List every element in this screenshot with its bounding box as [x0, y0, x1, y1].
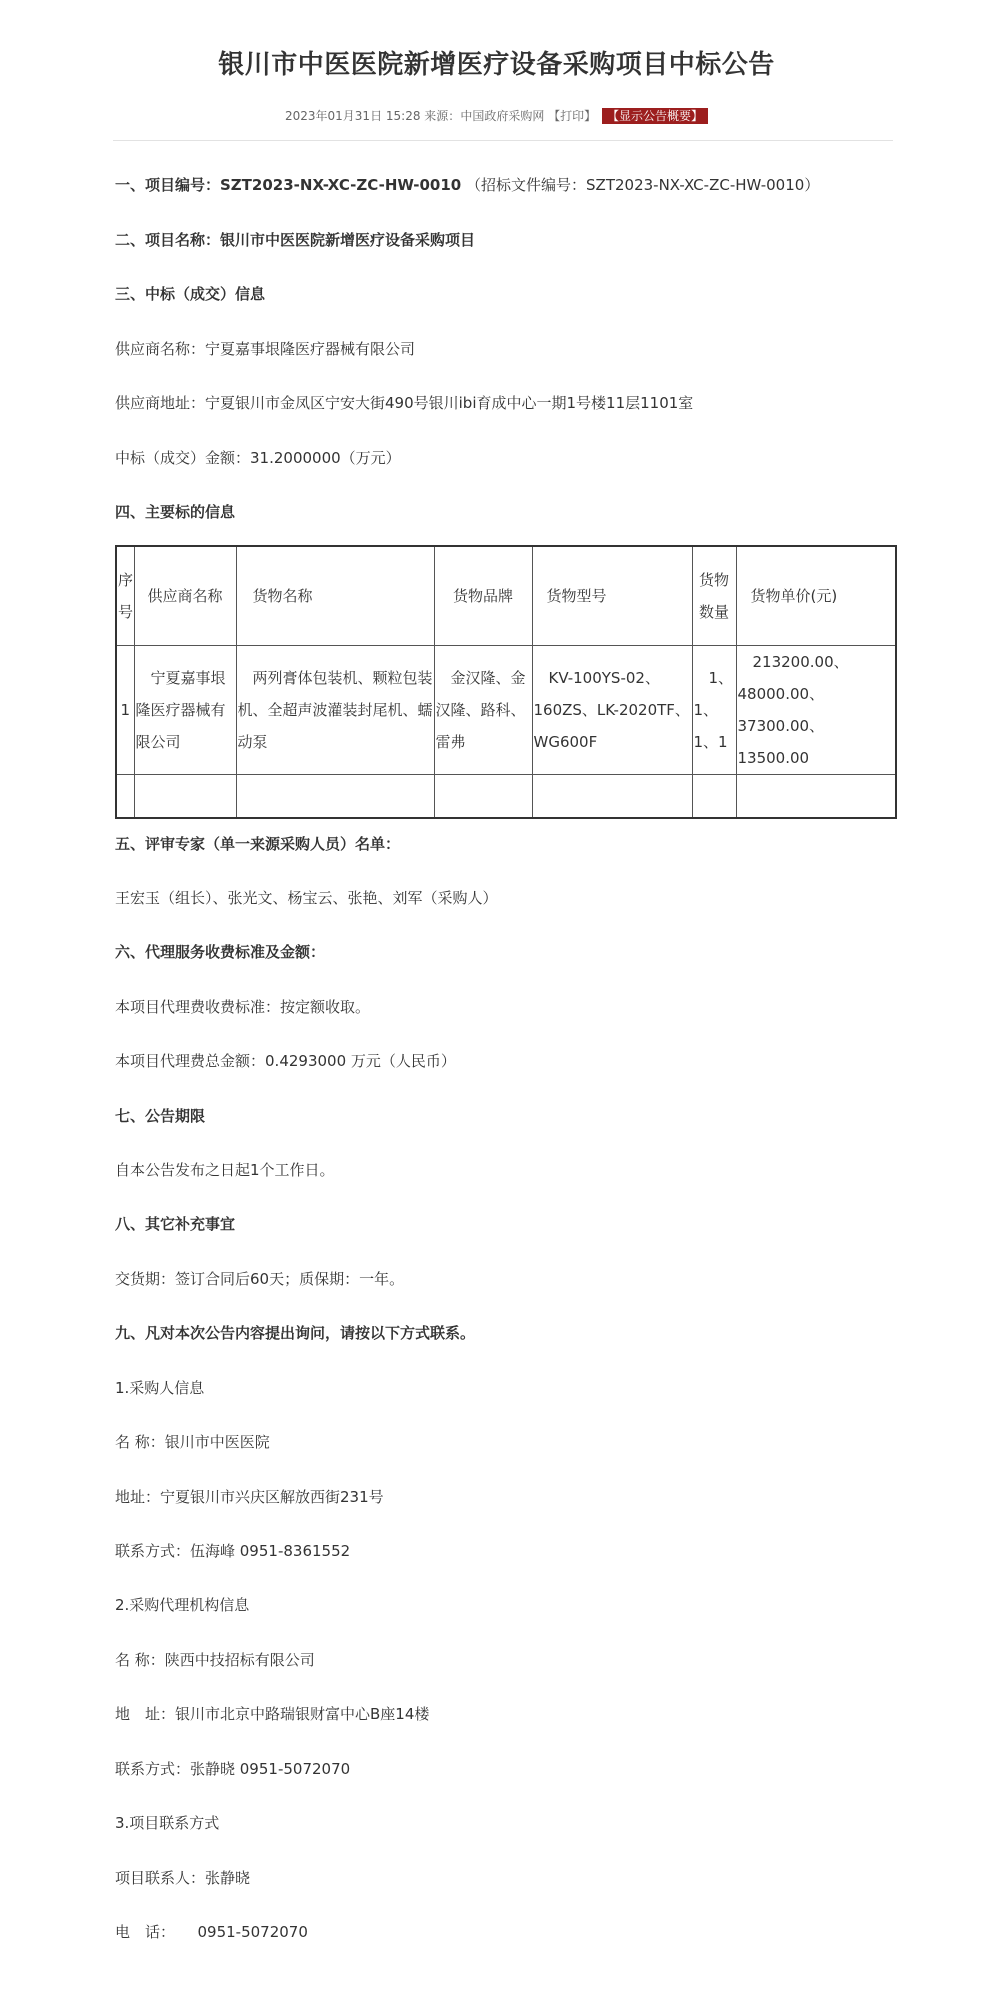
header-goods: 货物名称	[236, 546, 434, 646]
award-amount: 中标（成交）金额：31.2000000（万元）	[115, 449, 401, 467]
supplier-name: 供应商名称：宁夏嘉事垠隆医疗器械有限公司	[115, 340, 416, 358]
table-header-row	[116, 546, 896, 646]
buyer-name: 名 称：银川市中医医院	[115, 1433, 270, 1451]
project-name-heading: 二、项目名称：银川市中医医院新增医疗设备采购项目	[115, 231, 476, 249]
project-number-heading: 一、项目编号：SZT2023-NX-XC-ZC-HW-0010	[115, 176, 462, 194]
empty-cell	[116, 775, 134, 819]
cell-price: 213200.00、48000.00、37300.00、13500.00	[736, 646, 896, 775]
project-contact-phone: 电 话： 0951-5072070	[115, 1923, 308, 1941]
buyer-info-title: 1.采购人信息	[115, 1379, 205, 1397]
supplementary-text: 交货期：签订合同后60天；质保期：一年。	[115, 1270, 405, 1288]
empty-cell	[532, 775, 692, 819]
agency-info-title: 2.采购代理机构信息	[115, 1596, 250, 1614]
supplementary-heading: 八、其它补充事宜	[115, 1215, 236, 1233]
main-items-table	[115, 545, 897, 819]
cell-qty: 1、1、1、1	[692, 646, 736, 775]
notice-period-heading: 七、公告期限	[115, 1107, 206, 1125]
source-label: 来源：	[424, 109, 461, 123]
article-meta	[0, 107, 993, 124]
buyer-address: 地址：宁夏银川市兴庆区解放西街231号	[115, 1488, 384, 1506]
source-name: 中国政府采购网	[460, 109, 545, 123]
empty-cell	[692, 775, 736, 819]
print-link[interactable]: 【打印】	[548, 109, 597, 123]
agency-name: 名 称：陕西中技招标有限公司	[115, 1651, 315, 1669]
section-1	[115, 174, 819, 195]
header-no: 序号	[116, 546, 134, 646]
contact-heading: 九、凡对本次公告内容提出询问，请按以下方式联系。	[115, 1324, 476, 1342]
cell-supplier: 宁夏嘉事垠隆医疗器械有限公司	[134, 646, 236, 775]
notice-period-text: 自本公告发布之日起1个工作日。	[115, 1161, 335, 1179]
agency-fee-heading: 六、代理服务收费标准及金额：	[115, 943, 326, 961]
project-contact-person: 项目联系人：张静晓	[115, 1869, 251, 1887]
header-price: 货物单价(元)	[736, 546, 896, 646]
main-items-heading: 四、主要标的信息	[115, 503, 236, 521]
project-contact-title: 3.项目联系方式	[115, 1814, 220, 1832]
empty-cell	[736, 775, 896, 819]
header-brand: 货物品牌	[434, 546, 532, 646]
supplier-address: 供应商地址：宁夏银川市金凤区宁安大街490号银川ibi育成中心一期1号楼11层1101室	[115, 394, 694, 412]
cell-no: 1	[116, 646, 134, 775]
table-empty-row	[116, 775, 896, 819]
empty-cell	[134, 775, 236, 819]
cell-model: KV-100YS-02、160ZS、LK-2020TF、WG600F	[532, 646, 692, 775]
experts-heading: 五、评审专家（单一来源采购人员）名单：	[115, 835, 401, 853]
page-title: 银川市中医医院新增医疗设备采购项目中标公告	[218, 50, 775, 80]
show-summary-button[interactable]: 【显示公告概要】	[602, 108, 708, 124]
cell-brand: 金汉隆、金汉隆、路科、雷弗	[434, 646, 532, 775]
award-info-heading: 三、中标（成交）信息	[115, 285, 266, 303]
agency-contact: 联系方式：张静晓 0951-5072070	[115, 1760, 351, 1778]
experts-list: 王宏玉（组长）、张光文、杨宝云、张艳、刘军（采购人）	[115, 889, 498, 907]
cell-goods: 两列膏体包装机、颗粒包装机、全超声波灌装封尾机、蠕动泵	[236, 646, 434, 775]
header-model: 货物型号	[532, 546, 692, 646]
agency-address: 地 址：银川市北京中路瑞银财富中心B座14楼	[115, 1705, 430, 1723]
header-supplier: 供应商名称	[134, 546, 236, 646]
empty-cell	[434, 775, 532, 819]
title-divider	[113, 140, 893, 141]
agency-fee-standard: 本项目代理费收费标准：按定额收取。	[115, 998, 371, 1016]
empty-cell	[236, 775, 434, 819]
header-qty: 货物数量	[692, 546, 736, 646]
tender-document-number: （招标文件编号：SZT2023-NX-XC-ZC-HW-0010）	[466, 176, 820, 194]
publish-datetime: 2023年01月31日 15:28	[284, 109, 421, 123]
agency-fee-total: 本项目代理费总金额：0.4293000 万元（人民币）	[115, 1052, 456, 1070]
buyer-contact: 联系方式：伍海峰 0951-8361552	[115, 1542, 351, 1560]
table-row	[116, 646, 896, 775]
